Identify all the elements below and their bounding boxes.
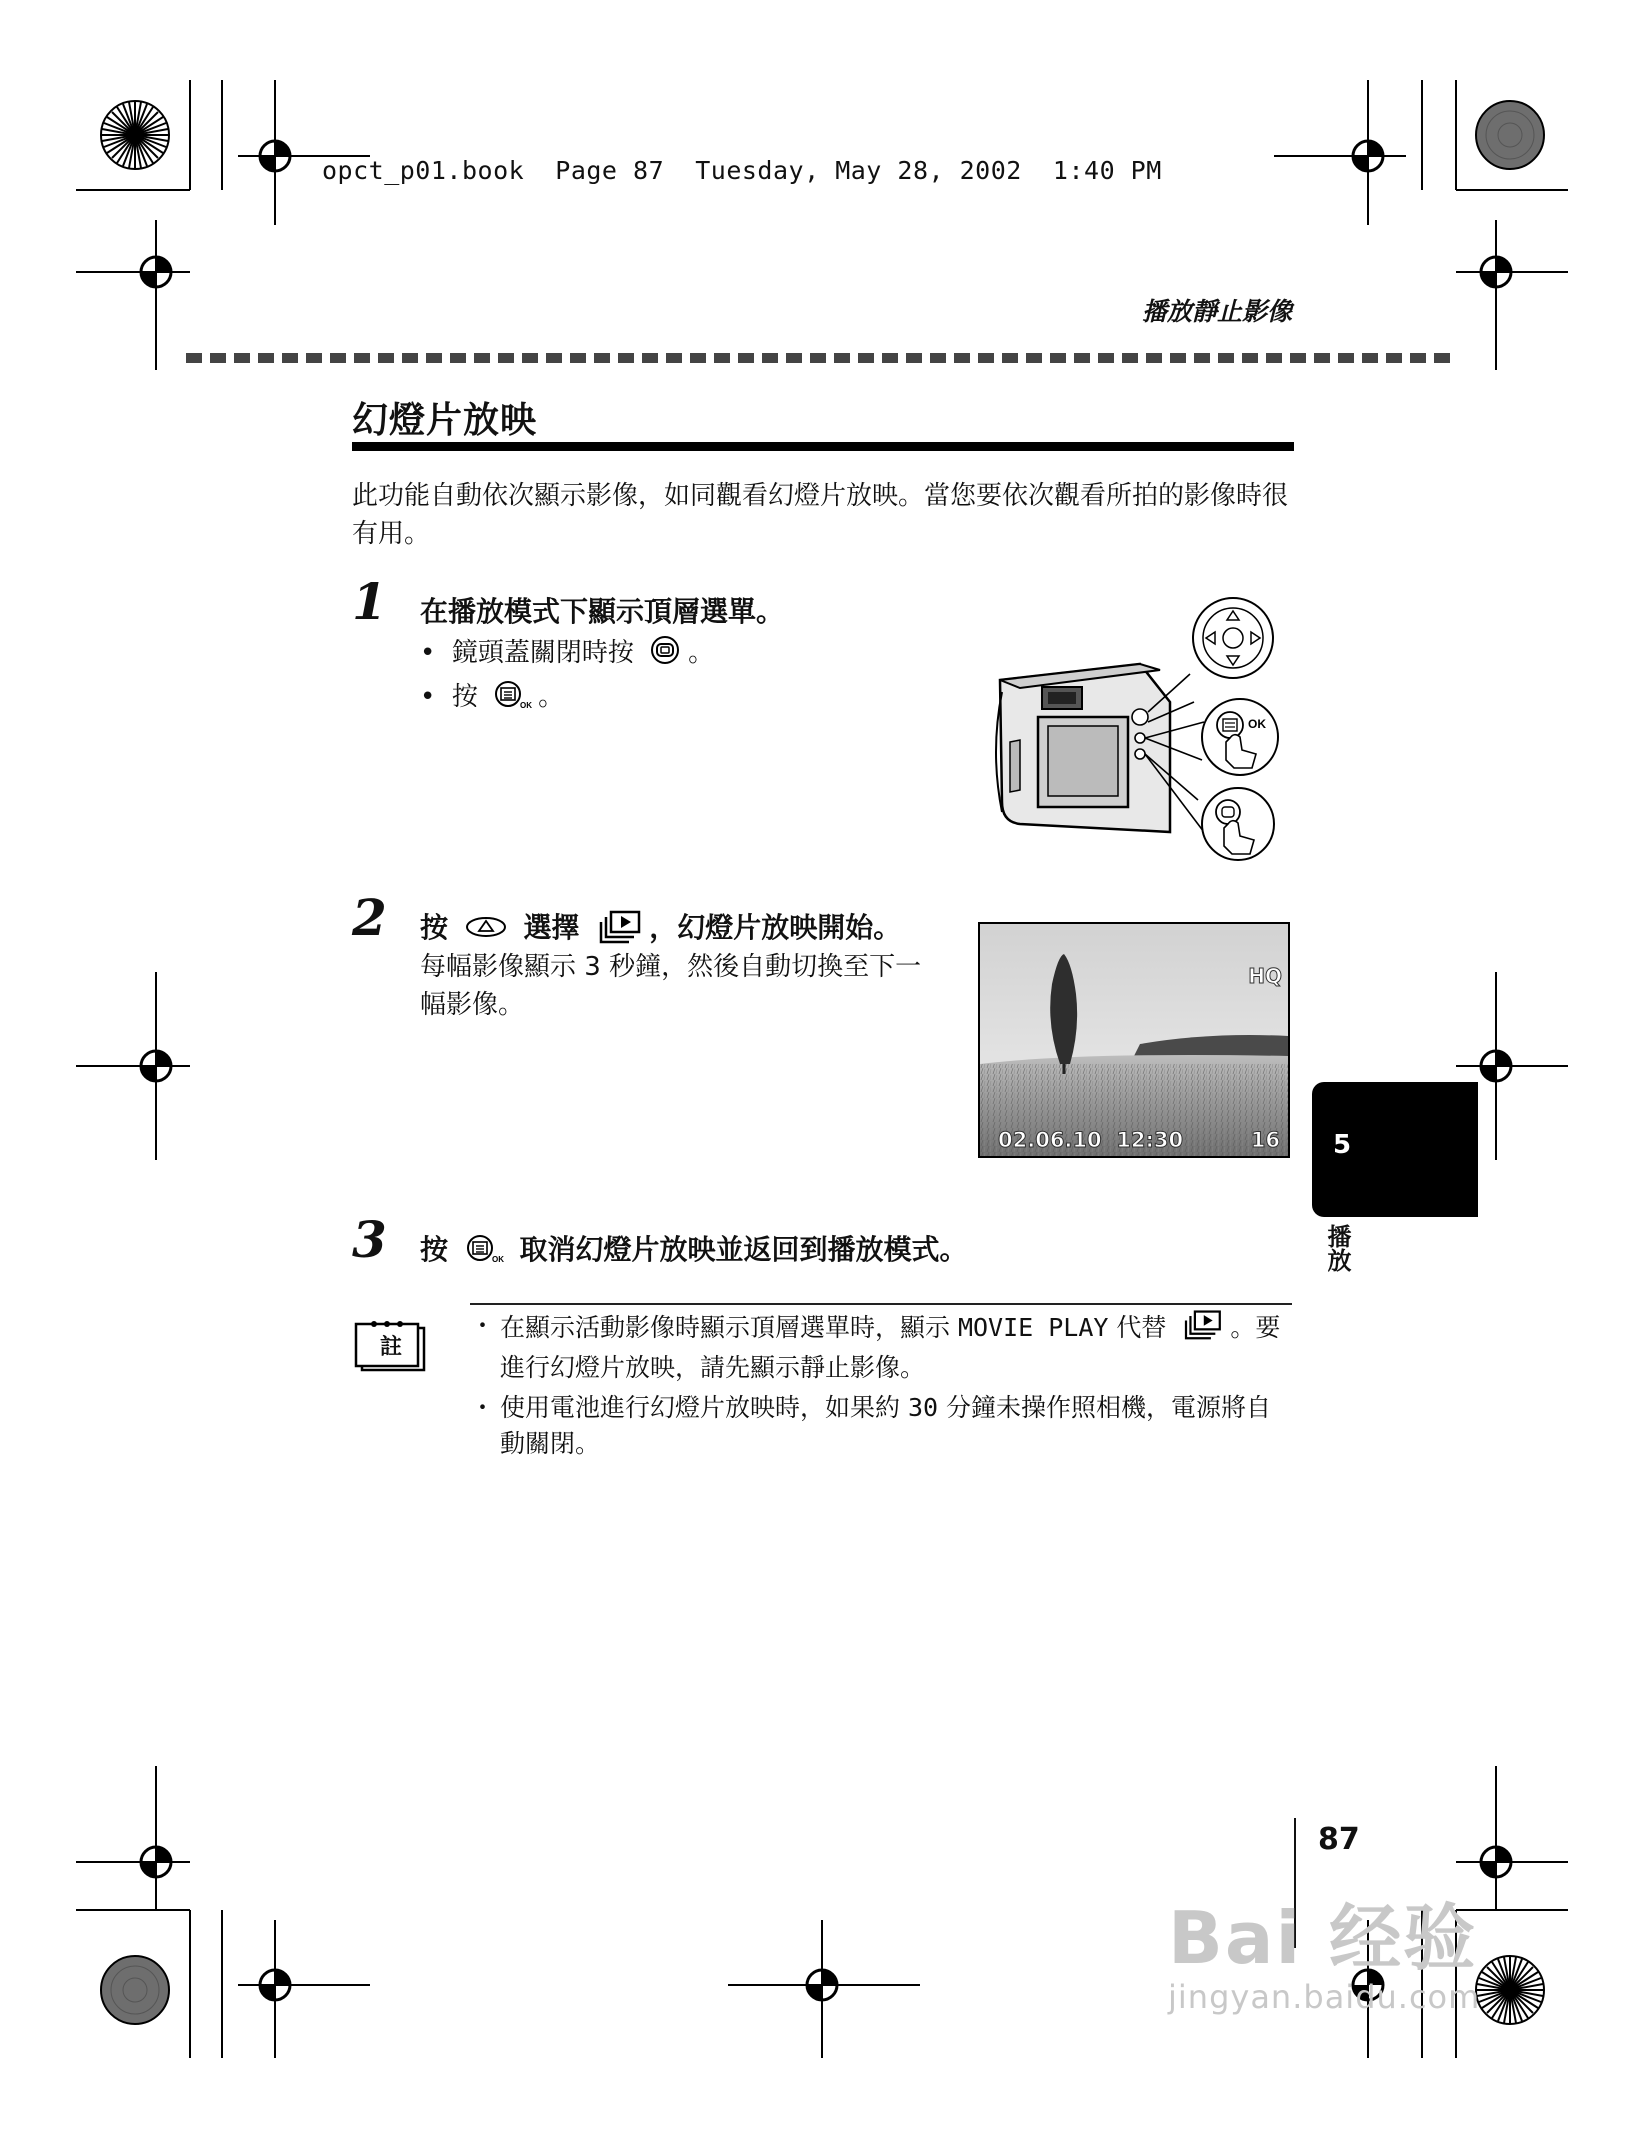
camera-back-illustration (990, 592, 1290, 862)
note-item-2 (474, 1390, 1294, 1462)
title-underline (352, 442, 1294, 451)
print-header: opct_p01.book Page 87 Tuesday, May 28, 2002 1:40 PM (322, 156, 1162, 185)
section-title: 幻燈片放映 (352, 400, 538, 441)
note-1-pre: 在顯示活動影像時顯示頂層選單時，顯示 (500, 1313, 958, 1342)
note-icon-label: 註 (380, 1335, 403, 1360)
step-2-heading (420, 906, 901, 951)
bullet-text: 按 (451, 682, 478, 712)
up-arrow-button-icon (464, 913, 508, 946)
step-2-body: 每幅影像顯示 3 秒鐘，然後自動切換至下一幅影像。 (420, 952, 922, 1020)
step-3-heading-pre: 按 (420, 1233, 449, 1266)
note-1-mid: 代替 (1108, 1313, 1167, 1342)
chapter-label: 播放 (1323, 1224, 1351, 1272)
step-3-heading-post: 取消幻燈片放映並返回到播放模式。 (519, 1233, 968, 1266)
note-1-code: MOVIE PLAY (957, 1313, 1109, 1342)
note-2-pre: 使用電池進行幻燈片放映時，如果約 (500, 1393, 908, 1422)
bullet-dot: • (420, 638, 452, 668)
step-3-heading (420, 1228, 968, 1271)
note-item-1 (474, 1308, 1294, 1386)
step-1-bullet-1: • 鏡頭蓋關閉時按 。 (420, 632, 714, 672)
note-icon (352, 1318, 436, 1374)
monitor-button-icon (648, 635, 682, 672)
datetime-label: 02.06.10 12:30 (998, 1128, 1184, 1152)
frame-number-label: 16 (1250, 1128, 1280, 1152)
slideshow-icon (595, 908, 643, 951)
note-1-post: 。要進行幻燈片放映，請先顯示靜止影像。 (500, 1313, 1281, 1382)
bullet-text: 鏡頭蓋關閉時按 (451, 638, 634, 668)
step-3-number: 3 (352, 1210, 387, 1269)
step-2-heading-post: ，幻燈片放映開始。 (649, 911, 902, 944)
note-2-code: 30 (907, 1393, 939, 1422)
intro-paragraph: 此功能自動依次顯示影像，如同觀看幻燈片放映。當您要依次觀看所拍的影像時很有用。 (352, 481, 1289, 549)
step-1-bullet-2: • 按 OK 。 (420, 676, 564, 717)
step-1-number: 1 (352, 572, 387, 631)
svg-text:OK: OK (491, 1254, 504, 1264)
svg-text:OK: OK (520, 701, 533, 710)
note-divider (470, 1303, 1292, 1305)
slideshow-screen-preview (978, 922, 1290, 1158)
dashed-divider (186, 353, 1456, 363)
step-2-number: 2 (352, 888, 387, 947)
menu-ok-button-icon (492, 678, 532, 717)
slideshow-icon (1180, 1308, 1224, 1350)
baidu-watermark (1168, 1880, 1480, 2016)
menu-ok-button-icon (464, 1232, 504, 1271)
page-number: 87 (1318, 1822, 1360, 1857)
step-2-heading-pre: 按 (420, 911, 449, 944)
chapter-number: 5 (1333, 1130, 1352, 1160)
ok-label: OK (1248, 717, 1266, 731)
watermark-url: jingyan.baidu.com (1168, 1978, 1481, 2016)
step-2-heading-mid: 選擇 (523, 911, 580, 944)
watermark-logo-text: Bai 经验 (1168, 1896, 1478, 1980)
note-2-post: 分鐘未操作照相機，電源將自動關閉。 (500, 1393, 1272, 1458)
note-text (474, 1308, 1294, 1462)
step-1-heading: 在播放模式下顯示頂層選單。 (420, 595, 785, 628)
bullet-dot: • (420, 682, 452, 712)
running-header: 播放靜止影像 (1141, 297, 1292, 326)
landscape-photo (980, 924, 1288, 1156)
quality-label: HQ (1248, 964, 1282, 988)
